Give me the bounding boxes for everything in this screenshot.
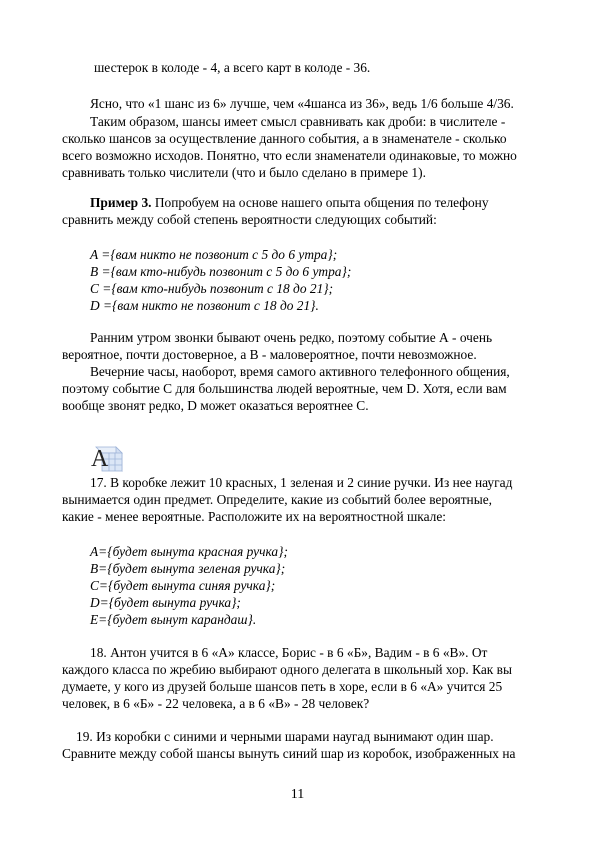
text-line: сколько шансов за осуществление данного события, а в знаменателе - сколько [62, 131, 507, 146]
event-item: D={будет вынута ручка}; [90, 595, 241, 610]
task-18-line: думаете, у кого из друзей больше шансов петь в хоре, если в 6 «А» учится 25 [62, 679, 503, 694]
task-17-line: 17. В коробке лежит 10 красных, 1 зеленая и 2 синие ручки. Из нее наугад [90, 475, 513, 490]
page-number: 11 [290, 787, 305, 802]
example-text: Попробуем на основе нашего опыта общения по телефону [151, 195, 489, 210]
example-3-heading [90, 194, 489, 211]
event-item: A={будет вынута красная ручка}; [90, 544, 288, 559]
task-17-line: какие - менее вероятные. Расположите их на вероятностной шкале: [62, 509, 446, 524]
event-item: E={будет вынут карандаш}. [90, 612, 257, 627]
text-line: сравнивать только числители (что и было сделано в примере 1). [62, 165, 426, 180]
icon-letter: A [91, 446, 109, 472]
task-17-line: вынимается один предмет. Определите, какие из событий более вероятные, [62, 492, 493, 507]
event-item: A ={вам никто не позвонит с 5 до 6 утра}; [90, 247, 338, 262]
task-19-line: Сравните между собой шансы вынуть синий шар из коробок, изображенных на [62, 746, 516, 761]
event-item: B={будет вынута зеленая ручка}; [90, 561, 286, 576]
paragraph-continuation: шестерок в колоде - 4, а всего карт в колоде - 36. [94, 60, 371, 75]
event-item: C={будет вынута синяя ручка}; [90, 578, 276, 593]
example-label: Пример 3. [90, 195, 152, 210]
text-line: Таким образом, шансы имеет смысл сравнивать как дроби: в числителе - [90, 114, 506, 129]
task-18-line: 18. Антон учится в 6 «А» классе, Борис - в 6 «Б», Вадим - в 6 «В». От [90, 645, 488, 660]
text-line: Ясно, что «1 шанс из 6» лучше, чем «4шанса из 36», ведь 1/6 больше 4/36. [90, 96, 514, 111]
task-18-line: каждого класса по жребию выбирают одного делегата в школьный хор. Как вы [62, 662, 512, 677]
text-line: всего возможно исходов. Понятно, что если знаменатели одинаковые, то можно [62, 148, 517, 163]
event-item: D ={вам никто не позвонит с 18 до 21}. [90, 298, 319, 313]
letter-a-cube-icon [90, 443, 124, 473]
text-line: Ранним утром звонки бывают очень редко, поэтому событие А - очень [90, 330, 493, 345]
task-18-line: человек, в 6 «Б» - 22 человека, а в 6 «В» - 28 человек? [62, 696, 370, 711]
event-item: B ={вам кто-нибудь позвонит с 5 до 6 утра}; [90, 264, 352, 279]
event-item: C ={вам кто-нибудь позвонит с 18 до 21}; [90, 281, 334, 296]
text-line: вообще звонят редко, D может оказаться вероятнее С. [62, 398, 369, 413]
text-line: Вечерние часы, наоборот, время самого активного телефонного общения, [90, 364, 510, 379]
text-line: вероятное, почти достоверное, а В - маловероятное, почти невозможное. [62, 347, 477, 362]
text-line: поэтому событие С для большинства людей вероятные, чем D. Хотя, если вам [62, 381, 507, 396]
task-19-line: 19. Из коробки с синими и черными шарами наугад вынимают один шар. [76, 729, 494, 744]
text-line: сравнить между собой степень вероятности следующих событий: [62, 212, 437, 227]
